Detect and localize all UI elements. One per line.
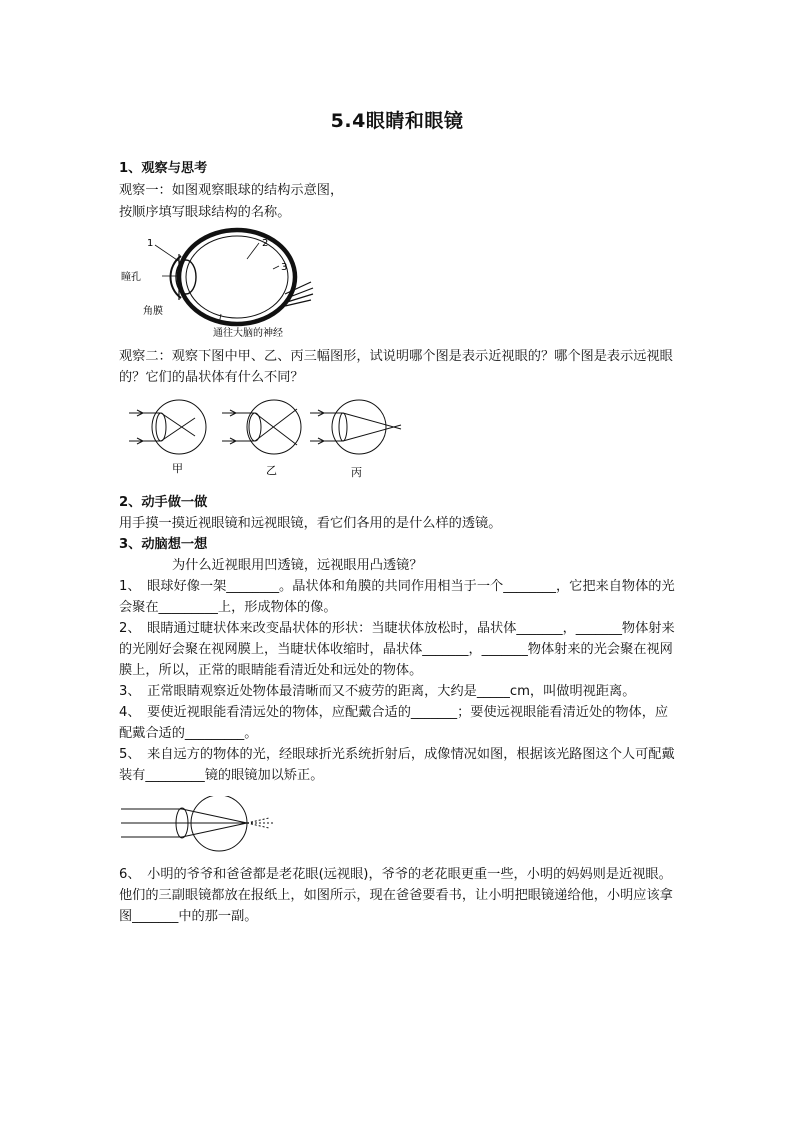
observation-2: 观察二：观察下图中甲、乙、丙三幅图形，试说明哪个图是表示近视眼的？哪个图是表示远视眼的？它们的晶状体有什么不同？ (119, 349, 673, 385)
diagram-label-jia: 甲 (172, 462, 183, 475)
section-3-question: 为什么近视眼用凹透镜，远视眼用凸透镜？ (172, 558, 423, 573)
eye-label-pupil: 瞳孔 (121, 272, 141, 283)
page-title: 5.4眼睛和眼镜 (330, 110, 464, 132)
diagram-label-yi: 乙 (266, 464, 277, 477)
eye-label-2: 2 (262, 238, 269, 249)
eye-label-1: 1 (147, 238, 154, 249)
eyeball-structure-diagram (119, 226, 319, 342)
section-2-text: 用手摸一摸近视眼镜和远视眼镜，看它们各用的是什么样的透镜。 (119, 516, 502, 531)
eye-label-nerve: 通往大脑的神经 (213, 328, 283, 339)
eye-label-cornea: 角膜 (143, 306, 163, 317)
observation-1-line-2: 按顺序填写眼球结构的名称。 (119, 205, 291, 220)
eye-label-3: 3 (281, 262, 288, 273)
three-eyes-diagram (119, 396, 419, 488)
section-2-heading: 2、动手做一做 (119, 495, 208, 510)
question-2: 2、 眼睛通过睫状体来改变晶状体的形状：当睫状体放松时，晶状体_______，_______物体射来的光刚好会聚在视网膜上，当睫状体收缩时，晶状体_______，_______物体射来的光会聚在视网膜上，所以，正常的眼睛能看清近处和远处的物体。 (119, 621, 675, 678)
observation-1-line-1: 观察一：如图观察眼球的结构示意图， (119, 183, 344, 198)
section-3-heading: 3、动脑想一想 (119, 537, 208, 552)
myopia-ray-diagram (119, 796, 279, 856)
section-1-heading: 1、观察与思考 (119, 161, 208, 176)
question-6: 6、 小明的爷爷和爸爸都是老花眼(远视眼)，爷爷的老花眼更重一些，小明的妈妈则是近视眼。他们的三副眼镜都放在报纸上，如图所示，现在爸爸要看书，让小明把眼镜递给他，小明应该拿图_______中的那一副。 (119, 867, 673, 924)
diagram-label-bing: 丙 (351, 466, 362, 479)
question-1: 1、 眼球好像一架________。晶状体和角膜的共同作用相当于一个________，它把来自物体的光会聚在_________上，形成物体的像。 (119, 579, 675, 615)
question-3: 3、 正常眼睛观察近处物体最清晰而又不疲劳的距离，大约是_____cm，叫做明视距离。 (119, 684, 636, 699)
question-5: 5、 来自远方的物体的光，经眼球折光系统折射后，成像情况如图，根据该光路图这个人可配戴装有_________镜的眼镜加以矫正。 (119, 747, 675, 783)
question-4: 4、 要使近视眼能看清远处的物体，应配戴合适的_______；要使远视眼能看清近处的物体，应配戴合适的_________。 (119, 705, 669, 741)
